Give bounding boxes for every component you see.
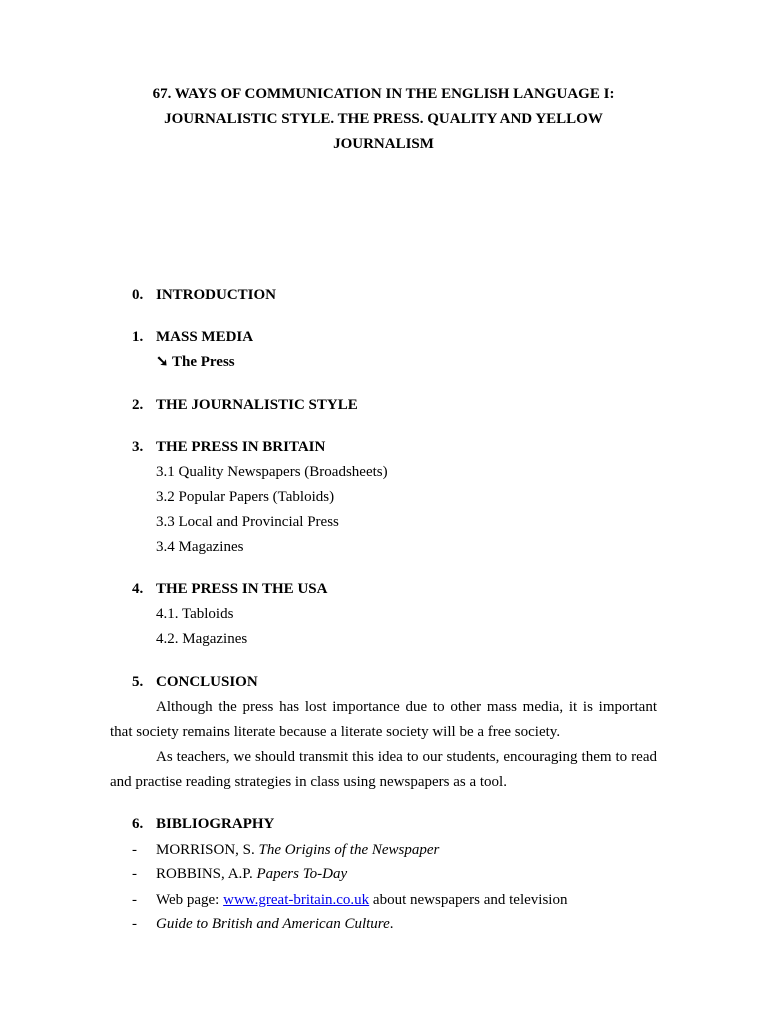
- list-dash: -: [132, 866, 137, 882]
- section-number: 4.: [132, 581, 144, 597]
- list-item: 3.3 Local and Provincial Press: [156, 514, 339, 530]
- web-link[interactable]: www.great-britain.co.uk: [223, 892, 370, 908]
- conclusion-paragraph-1: Although the press has lost importance due to other mass media, it is important that society remains literate because a literate society will be a free society.: [110, 699, 657, 740]
- bib-work-title: Papers To-Day: [256, 866, 348, 882]
- section-heading-press-usa: [132, 577, 327, 602]
- conclusion-paragraph-2: As teachers, we should transmit this idea to our students, encouraging them to read and practise reading strategies in class using newspapers as a tool.: [110, 749, 657, 790]
- section-number: 5.: [132, 674, 144, 690]
- list-dash: -: [132, 842, 137, 858]
- section-title: BIBLIOGRAPHY: [156, 816, 275, 832]
- bib-author: MORRISON, S.: [156, 842, 255, 858]
- bib-suffix: about newspapers and television: [372, 892, 568, 908]
- section-heading-conclusion: [132, 670, 258, 695]
- section-heading-introduction: [132, 283, 276, 308]
- subsection-the-press: [156, 350, 235, 375]
- bib-suffix: .: [389, 916, 394, 932]
- title-line-3: JOURNALISM: [333, 136, 434, 152]
- section-number: 2.: [132, 397, 144, 413]
- list-dash: -: [132, 916, 137, 932]
- title-line-2: JOURNALISTIC STYLE. THE PRESS. QUALITY AND YELLOW: [164, 111, 603, 127]
- section-number: 0.: [132, 287, 144, 303]
- section-number: 6.: [132, 816, 144, 832]
- section-title: CONCLUSION: [156, 674, 258, 690]
- list-item: 4.2. Magazines: [156, 631, 248, 647]
- section-heading-press-britain: [132, 435, 325, 460]
- section-number: 1.: [132, 329, 144, 345]
- section-title: THE PRESS IN BRITAIN: [156, 439, 326, 455]
- bib-author: ROBBINS, A.P.: [156, 866, 253, 882]
- section-heading-mass-media: [132, 325, 253, 350]
- bibliography-entry: [132, 862, 347, 887]
- list-item: 3.1 Quality Newspapers (Broadsheets): [156, 464, 388, 480]
- bibliography-entry: [132, 838, 439, 863]
- list-item: 3.2 Popular Papers (Tabloids): [156, 489, 335, 505]
- title-line-1: 67. WAYS OF COMMUNICATION IN THE ENGLISH LANGUAGE I:: [152, 86, 615, 102]
- arrow-bullet-icon: ➘: [156, 354, 169, 370]
- list-item: 4.1. Tabloids: [156, 606, 234, 622]
- bib-prefix: Web page:: [156, 892, 220, 908]
- bib-work-title: The Origins of the Newspaper: [258, 842, 440, 858]
- section-title: THE JOURNALISTIC STYLE: [156, 397, 358, 413]
- list-dash: -: [132, 892, 137, 908]
- bib-work-title: Guide to British and American Culture: [156, 916, 390, 932]
- section-number: 3.: [132, 439, 144, 455]
- list-item: 3.4 Magazines: [156, 539, 244, 555]
- bibliography-entry: [132, 912, 394, 937]
- section-title: INTRODUCTION: [156, 287, 277, 303]
- section-title: MASS MEDIA: [156, 329, 254, 345]
- section-title: THE PRESS IN THE USA: [156, 581, 328, 597]
- document-title: [110, 82, 657, 157]
- section-heading-bibliography: [132, 812, 274, 837]
- section-heading-journalistic-style: [132, 393, 358, 418]
- subsection-label: The Press: [172, 354, 235, 370]
- bibliography-entry: [132, 888, 567, 913]
